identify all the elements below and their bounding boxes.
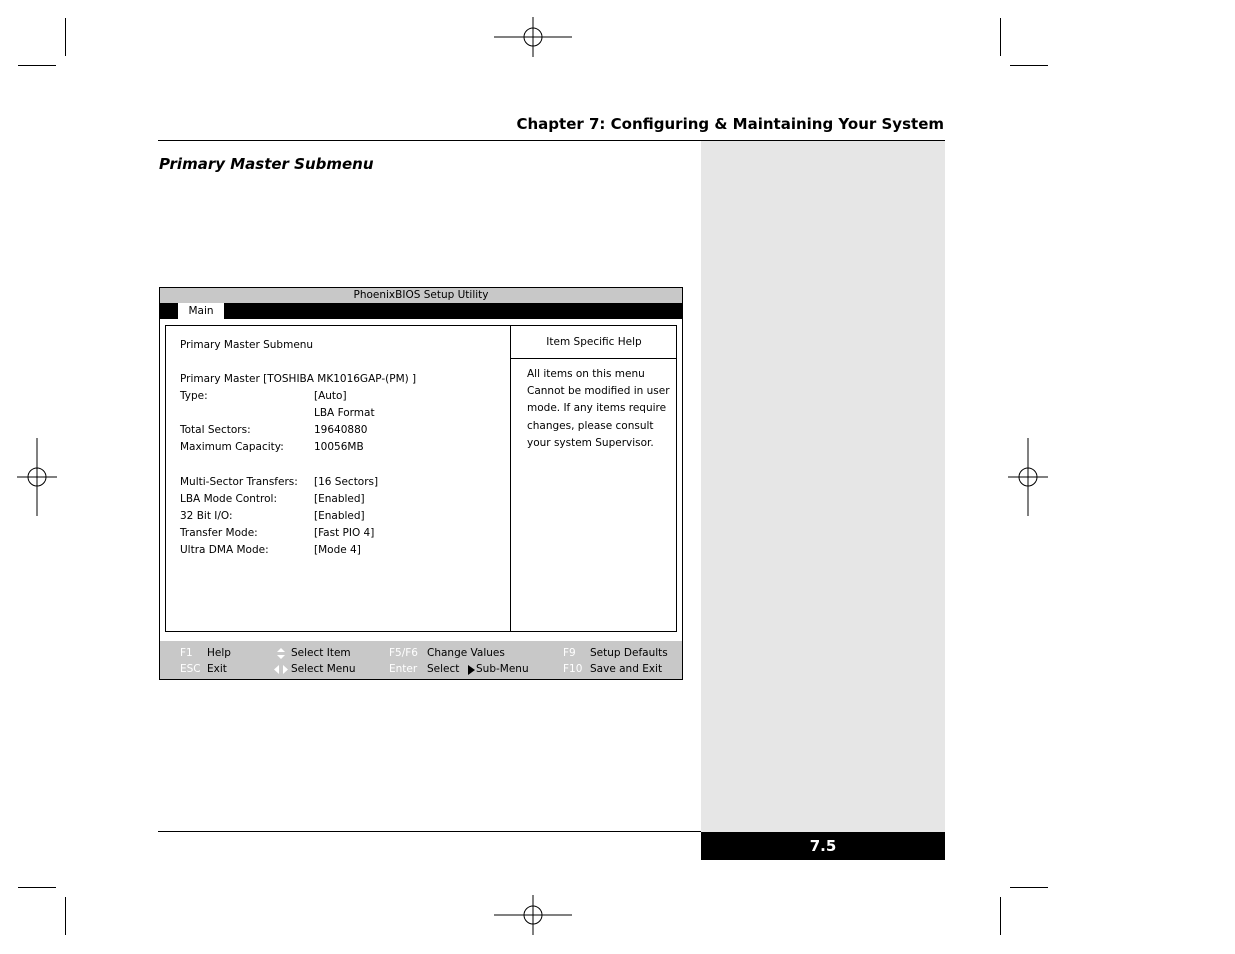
tab-main[interactable]: Main: [178, 303, 224, 319]
key-f10-desc: Save and Exit: [590, 663, 663, 675]
setting-value: 10056MB: [314, 441, 364, 453]
help-line: mode. If any items require: [527, 402, 667, 415]
up-down-arrow-icon: [276, 648, 286, 659]
section-title: Primary Master Submenu: [159, 155, 374, 173]
page-number: 7.5: [701, 832, 945, 860]
footer-rule: [158, 831, 701, 832]
help-line: All items on this menu: [527, 368, 645, 380]
key-f5-f6: F5/F6: [389, 647, 418, 659]
setting-label: Total Sectors:: [180, 424, 251, 436]
margin-panel: [701, 141, 945, 832]
bios-title: PhoenixBIOS Setup Utility: [160, 288, 682, 303]
select-menu-desc: Select Menu: [291, 663, 356, 675]
key-esc-desc: Exit: [207, 663, 227, 675]
key-f1: F1: [180, 647, 193, 659]
setting-value: [Fast PIO 4]: [314, 527, 375, 539]
setting-label: Ultra DMA Mode:: [180, 544, 269, 556]
bios-menubar: [160, 303, 682, 319]
key-f1-desc: Help: [207, 647, 231, 659]
setting-value: [Enabled]: [314, 510, 365, 522]
help-line: changes, please consult: [527, 419, 654, 432]
setting-value: [Auto]: [314, 390, 347, 402]
left-right-arrow-icon: [274, 665, 288, 674]
key-f9: F9: [563, 647, 576, 659]
help-line: Cannot be modified in user: [527, 385, 670, 398]
key-enter: Enter: [389, 663, 418, 675]
select-item-desc: Select Item: [291, 647, 351, 659]
chapter-title: Chapter 7: Configuring & Maintaining Your System: [516, 115, 944, 133]
help-line: your system Supervisor.: [527, 436, 654, 449]
key-esc: ESC: [180, 663, 201, 675]
registration-mark-left: [17, 438, 57, 516]
registration-mark-right: [1008, 438, 1048, 516]
setting-label: LBA Mode Control:: [180, 493, 278, 505]
setting-value: 19640880: [314, 424, 368, 436]
submenu-title: Primary Master Submenu: [180, 339, 314, 351]
bios-body: [165, 325, 677, 632]
setting-value: [Enabled]: [314, 493, 365, 505]
lba-format-value: LBA Format: [314, 407, 375, 419]
play-triangle-icon: [468, 665, 475, 675]
help-title: Item Specific Help: [511, 326, 677, 359]
setting-label: Multi-Sector Transfers:: [180, 476, 298, 488]
key-f9-desc: Setup Defaults: [590, 647, 668, 659]
bios-window: [159, 287, 683, 680]
key-enter-desc: Select: [427, 663, 460, 675]
registration-mark-top: [494, 17, 572, 57]
key-f10: F10: [563, 663, 583, 675]
setting-value: [16 Sectors]: [314, 476, 379, 488]
setting-label: Type:: [180, 390, 208, 402]
help-text: [527, 366, 673, 452]
submenu-desc: Sub-Menu: [476, 663, 529, 675]
key-f5-f6-desc: Change Values: [427, 647, 505, 659]
setting-label: 32 Bit I/O:: [180, 510, 233, 522]
drive-line: Primary Master [TOSHIBA MK1016GAP-(PM) ]: [180, 373, 417, 385]
panel-divider: [510, 326, 511, 631]
setting-value: [Mode 4]: [314, 544, 361, 556]
setting-label: Transfer Mode:: [180, 527, 258, 539]
setting-label: Maximum Capacity:: [180, 441, 284, 453]
bios-statusbar: [160, 641, 682, 679]
registration-mark-bottom: [494, 895, 572, 935]
